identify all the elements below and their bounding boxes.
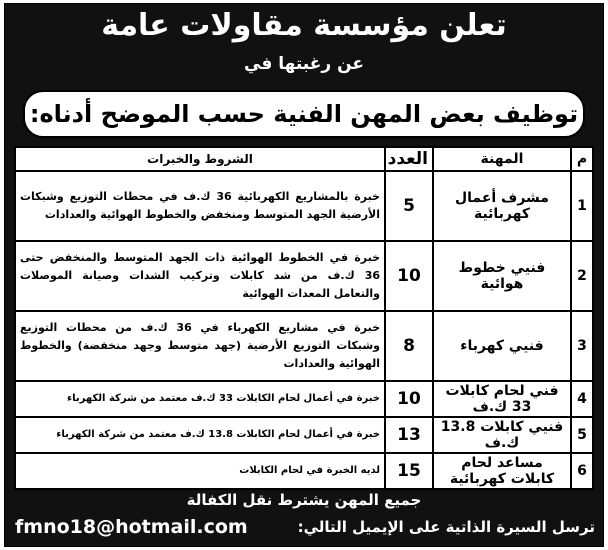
table-row — [15, 171, 593, 241]
row-job: مساعد لحام كابلات كهربائية — [433, 453, 571, 489]
row-count: 10 — [385, 241, 433, 311]
row-conditions: خبرة بالمشاريع الكهربائية 36 ك.ف في محطات التوزيع وشبكات الأرضية الجهد المتوسط ومنخفض والخطوط الهوائية والعدادات — [15, 171, 385, 241]
table-row — [15, 453, 593, 489]
row-job: فنيي خطوط هوائية — [433, 241, 571, 311]
row-job: فني لحام كابلات 33 ك.ف — [433, 381, 571, 417]
jobs-table-container — [14, 146, 594, 490]
email-link[interactable]: fmno18@hotmail.com — [15, 516, 248, 538]
table-header-row — [15, 147, 593, 171]
row-job: فنيي كابلات 13.8 ك.ف — [433, 417, 571, 453]
table-row — [15, 417, 593, 453]
row-count: 5 — [385, 171, 433, 241]
header-count: العدد — [385, 147, 433, 171]
row-num: 4 — [571, 381, 593, 417]
header-num: م — [571, 147, 593, 171]
row-num: 6 — [571, 453, 593, 489]
row-job: فنيي كهرباء — [433, 311, 571, 381]
row-conditions: خبرة في أعمال لحام الكابلات 33 ك.ف معتمد من شركة الكهرباء — [15, 381, 385, 417]
row-conditions: خبرة في أعمال لحام الكابلات 13.8 ك.ف معتمد من شركة الكهرباء — [15, 417, 385, 453]
hiring-banner: توظيف بعض المهن الفنية حسب الموضح أدناه: — [23, 90, 585, 138]
row-count: 10 — [385, 381, 433, 417]
apply-line — [15, 516, 595, 540]
jobs-table — [14, 146, 594, 490]
sponsorship-note: جميع المهن يشترط نقل الكفالة — [186, 491, 422, 509]
row-conditions: خبرة في مشاريع الكهرباء في 36 ك.ف من محطات التوزيع وشبكات التوزيع الأرضية (جهد متوسط وجهد منخفضة) والخطوط الهوائية والعدادات — [15, 311, 385, 381]
header-conditions: الشروط والخبرات — [15, 147, 385, 171]
row-job: مشرف أعمال كهربائية — [433, 171, 571, 241]
company-announcement-title: تعلن مؤسسة مقاولات عامة — [101, 8, 507, 43]
table-row — [15, 241, 593, 311]
desire-subtitle: عن رغبتها في — [244, 54, 364, 74]
row-conditions: خبرة في الخطوط الهوائية ذات الجهد المتوسط والمنخفض حتى 36 ك.ف من شد كابلات وتركيب الشدات وصيانة الموصلات والتعامل المعدات الهوائية — [15, 241, 385, 311]
apply-instructions: ترسل السيرة الذاتية على الإيميل التالي: — [297, 518, 595, 536]
row-num: 3 — [571, 311, 593, 381]
row-num: 1 — [571, 171, 593, 241]
row-num: 5 — [571, 417, 593, 453]
header-job: المهنة — [433, 147, 571, 171]
row-count: 8 — [385, 311, 433, 381]
row-conditions: لديه الخبرة في لحام الكابلات — [15, 453, 385, 489]
row-num: 2 — [571, 241, 593, 311]
row-count: 13 — [385, 417, 433, 453]
job-advertisement — [4, 3, 604, 547]
row-count: 15 — [385, 453, 433, 489]
table-row — [15, 381, 593, 417]
table-row — [15, 311, 593, 381]
